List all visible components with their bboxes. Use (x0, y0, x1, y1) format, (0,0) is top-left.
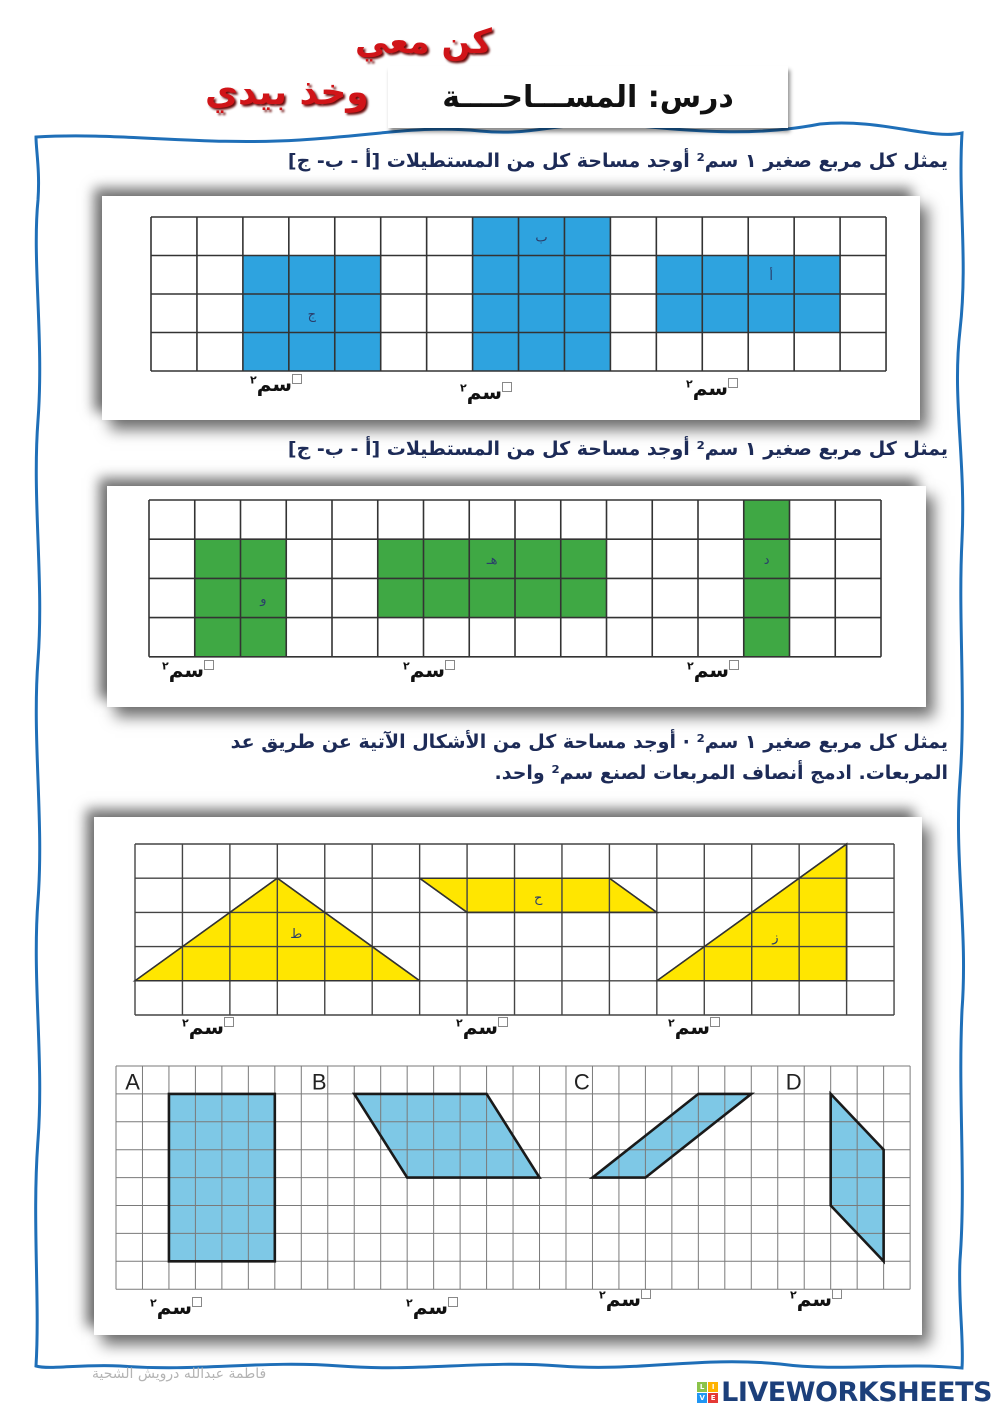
answer-field[interactable] (250, 372, 302, 396)
section3-instruction (231, 727, 948, 789)
answer-input-box[interactable] (729, 660, 739, 670)
section3-instruction-line1: يمثل كل مربع صغير ١ سم² · أوجد مساحة كل من الأشكال الآتية عن طريق عد (230, 731, 948, 753)
answer-input-box[interactable] (204, 660, 214, 670)
answer-field[interactable] (162, 658, 214, 682)
logo-tiles-icon: L I V E (697, 1382, 718, 1403)
answer-field[interactable] (456, 1015, 508, 1039)
unit-label: سم (156, 1295, 193, 1319)
shape-label: و (260, 592, 267, 607)
unit-label: سم (168, 658, 205, 682)
unit-label: سم (462, 1015, 499, 1039)
shape-label: ج (307, 307, 316, 323)
answer-input-box[interactable] (498, 1017, 508, 1027)
section3-card (94, 817, 922, 1335)
title-line-1: كن معي (355, 22, 492, 62)
section3-grids (94, 817, 922, 1335)
unit-label: سم (412, 1295, 449, 1319)
shape-label: د (763, 552, 770, 568)
author-credit: فاطمة عبدالله درويش الشحية (92, 1366, 267, 1382)
answer-input-box[interactable] (710, 1017, 720, 1027)
unit-exponent: ٢ (687, 659, 694, 673)
title-line-2: وخذ بيدي (205, 72, 369, 113)
shape-letter: B (311, 1069, 327, 1095)
answer-input-box[interactable] (728, 378, 738, 388)
unit-exponent: ٢ (460, 381, 467, 395)
unit-label: سم (605, 1287, 642, 1311)
answer-field[interactable] (687, 658, 739, 682)
shape-letter: C (573, 1069, 590, 1095)
answer-field[interactable] (686, 376, 738, 400)
unit-exponent: ٢ (790, 1288, 797, 1302)
unit-label: سم (466, 380, 503, 404)
lesson-title-box (388, 66, 788, 128)
shape-label: أ (769, 268, 774, 284)
unit-label: سم (674, 1015, 711, 1039)
shape-label: ح (534, 891, 543, 907)
answer-field[interactable] (150, 1295, 202, 1319)
section1-instruction: يمثل كل مربع صغير ١ سم² أوجد مساحة كل من المستطيلات [أ - ب- ج] (287, 150, 948, 172)
answer-field[interactable] (790, 1287, 842, 1311)
shape-label: هـ (486, 552, 498, 568)
unit-exponent: ٢ (150, 1296, 157, 1310)
section2-instruction: يمثل كل مربع صغير ١ سم² أوجد مساحة كل من المستطيلات [أ - ب- ج] (287, 438, 948, 460)
shape-letter: A (125, 1069, 140, 1095)
unit-exponent: ٢ (403, 659, 410, 673)
answer-field[interactable] (460, 380, 512, 404)
answer-input-box[interactable] (192, 1297, 202, 1307)
unit-label: سم (693, 658, 730, 682)
unit-label: سم (409, 658, 446, 682)
brand-name: LIVEWORKSHEETS (721, 1377, 992, 1408)
section1-card (102, 196, 920, 420)
answer-field[interactable] (403, 658, 455, 682)
section2-grid (107, 486, 926, 707)
shape-label: ب (535, 230, 548, 246)
unit-exponent: ٢ (406, 1296, 413, 1310)
answer-field[interactable] (182, 1015, 234, 1039)
answer-input-box[interactable] (448, 1297, 458, 1307)
answer-input-box[interactable] (641, 1289, 651, 1299)
unit-label: سم (188, 1015, 225, 1039)
unit-exponent: ٢ (668, 1016, 675, 1030)
answer-input-box[interactable] (445, 660, 455, 670)
unit-label: سم (692, 376, 729, 400)
answer-field[interactable] (668, 1015, 720, 1039)
unit-exponent: ٢ (162, 659, 169, 673)
lesson-title: درس: المســـاحــــة (442, 79, 734, 115)
answer-input-box[interactable] (832, 1289, 842, 1299)
unit-exponent: ٢ (686, 377, 693, 391)
shape-letter: D (785, 1069, 802, 1095)
shape-label: ط (290, 926, 303, 942)
unit-label: سم (796, 1287, 833, 1311)
liveworksheets-logo[interactable] (697, 1377, 992, 1408)
answer-field[interactable] (406, 1295, 458, 1319)
answer-input-box[interactable] (292, 374, 302, 384)
unit-exponent: ٢ (599, 1288, 606, 1302)
answer-input-box[interactable] (224, 1017, 234, 1027)
unit-exponent: ٢ (456, 1016, 463, 1030)
shape-label: ز (772, 930, 779, 946)
section3-instruction-line2: المربعات. ادمج أنصاف المربعات لصنع سم² واحد. (494, 762, 948, 784)
unit-exponent: ٢ (250, 373, 257, 387)
answer-field[interactable] (599, 1287, 651, 1311)
section2-card (107, 486, 926, 707)
unit-exponent: ٢ (182, 1016, 189, 1030)
answer-input-box[interactable] (502, 382, 512, 392)
unit-label: سم (256, 372, 293, 396)
